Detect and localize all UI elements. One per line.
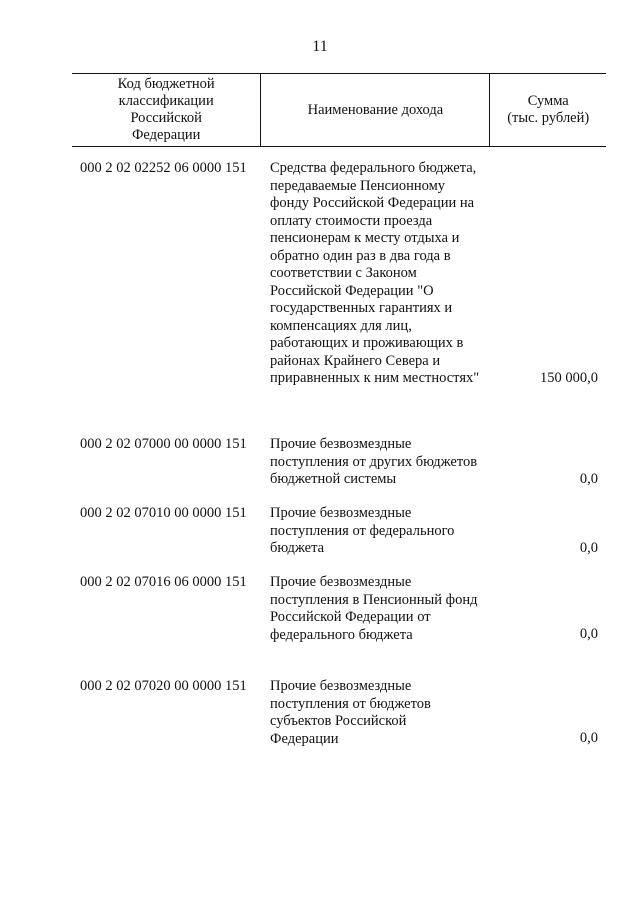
header-code-line: классификации <box>118 93 214 109</box>
row-name-line: поступления от других бюджетов <box>270 453 478 470</box>
row-name-line: поступления от федерального <box>270 522 455 539</box>
row-name-line: Прочие безвозмездные <box>270 436 412 452</box>
header-amount-cell <box>490 74 606 147</box>
row-code: 000 2 02 07000 00 0000 151 <box>80 436 247 452</box>
row-name-line: поступления в Пенсионный фонд <box>270 591 478 608</box>
header-name-line: Наименование дохода <box>307 101 444 118</box>
row-name-line: Прочие безвозмездные <box>270 574 412 590</box>
row-name-line: работающих и проживающих в <box>270 335 464 351</box>
header-code-line: Федерации <box>131 127 201 143</box>
row-name-line: Прочие безвозмездные <box>270 505 412 521</box>
row-name-line: пенсионерам к месту отдыха и <box>270 230 460 246</box>
row-code: 000 2 02 02252 06 0000 151 <box>80 160 247 176</box>
row-name-line: Федерации <box>270 730 339 747</box>
row-name <box>270 505 502 558</box>
row-name <box>270 436 502 489</box>
row-amount: 0,0 <box>579 471 598 487</box>
row-name-line: оплату стоимости проезда <box>270 212 433 229</box>
row-name-line: Российской Федерации "О <box>270 282 434 299</box>
header-name-cell <box>261 74 490 147</box>
row-name-line: компенсациях для лиц, <box>270 317 412 334</box>
row-name-line: Прочие безвозмездные <box>270 678 412 694</box>
row-amount: 150 000,0 <box>540 370 598 386</box>
row-code: 000 2 02 07016 06 0000 151 <box>80 574 247 590</box>
row-name-line: приравненных к ним местностях" <box>270 370 480 386</box>
row-name-line: субъектов Российской <box>270 713 407 729</box>
row-name-line: обратно один раз в два года в <box>270 247 451 264</box>
row-amount: 0,0 <box>579 730 598 746</box>
row-name-line: Средства федерального бюджета, <box>270 160 477 176</box>
header-amount-line: (тыс. рублей) <box>507 110 590 126</box>
row-name-line: фонду Российской Федерации на <box>270 195 475 211</box>
row-name-line: поступления от бюджетов <box>270 695 431 712</box>
row-name-line: бюджетной системы <box>270 471 397 487</box>
header-code-cell <box>72 74 261 147</box>
row-name-line: государственных гарантиях и <box>270 300 453 316</box>
header-code-line: Код бюджетной <box>117 76 215 92</box>
header-amount-line: Сумма <box>527 93 569 109</box>
page-number: 11 <box>312 38 328 55</box>
row-name-line: передаваемые Пенсионному <box>270 177 446 194</box>
row-amount: 0,0 <box>579 626 598 642</box>
row-name-line: районах Крайнего Севера и <box>270 352 441 369</box>
row-name-line: Российской Федерации от <box>270 609 431 625</box>
row-code: 000 2 02 07020 00 0000 151 <box>80 678 247 694</box>
row-name <box>270 678 502 748</box>
table-header <box>72 73 606 147</box>
row-code: 000 2 02 07010 00 0000 151 <box>80 505 247 521</box>
row-name-line: бюджета <box>270 540 325 556</box>
row-name-line: соответствии с Законом <box>270 265 417 281</box>
row-name-line: федерального бюджета <box>270 626 413 643</box>
row-name <box>270 574 502 644</box>
row-amount: 0,0 <box>579 540 598 556</box>
header-code-line: Российской <box>130 110 202 126</box>
row-name <box>270 160 502 388</box>
